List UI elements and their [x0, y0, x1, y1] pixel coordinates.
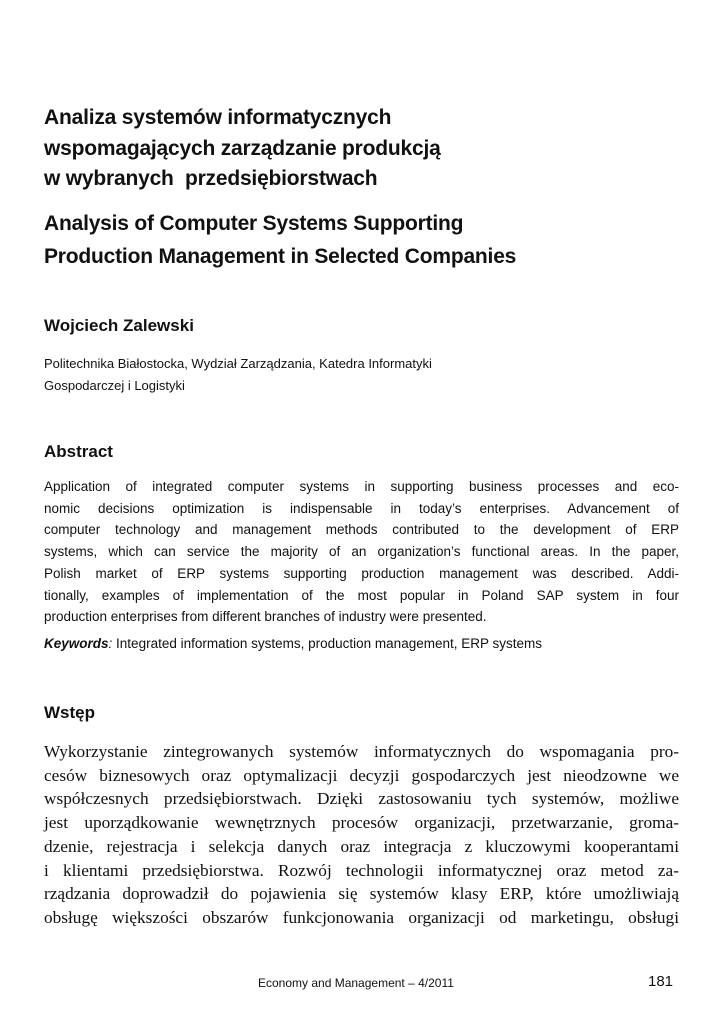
abstract-line: Application of integrated computer systems in supporting business processes and eco- — [44, 479, 679, 494]
abstract-line: Polish market of ERP systems supporting production management was described. Addi- — [44, 565, 679, 581]
intro-line: Wykorzystanie zintegrowanych systemów informatycznych do wspomagania pro- — [44, 742, 679, 761]
abstract-line: tionally, examples of implementation of the most popular in Poland SAP system in four — [44, 587, 679, 603]
author-affiliation — [44, 353, 679, 397]
intro-heading: Wstęp — [44, 703, 95, 722]
title-english-line: Production Management in Selected Companies — [44, 245, 517, 268]
intro-line: i klientami przedsiębiorstwa. Rozwój technologii informatycznej oraz metod za- — [44, 860, 679, 880]
intro-text — [44, 740, 679, 930]
intro-line: cesów biznesowych oraz optymalizacji decyzji gospodarczych jest nieodzowne we — [44, 765, 679, 785]
author-name: Wojciech Zalewski — [44, 316, 194, 335]
abstract-line: production enterprises from different branches of industry were presented. — [44, 609, 487, 625]
keywords — [44, 633, 679, 655]
keywords-text: Integrated information systems, production management, ERP systems — [112, 636, 542, 651]
keywords-label: Keywords — [44, 636, 109, 651]
title-polish-line: Analiza systemów informatycznych — [44, 106, 392, 129]
intro-line: dzenie, rejestracja i selekcja danych oraz integracja z kluczowymi kooperantami — [44, 836, 679, 856]
title-polish — [44, 103, 679, 195]
abstract-line: systems, which can service the majority of an organization’s functional areas. In the paper, — [44, 544, 679, 560]
affiliation-line: Gospodarczej i Logistyki — [44, 378, 185, 393]
title-english — [44, 207, 679, 273]
keywords-colon: : — [108, 636, 113, 651]
affiliation-line: Politechnika Białostocka, Wydział Zarządzania, Katedra Informatyki — [44, 356, 432, 371]
abstract-heading: Abstract — [44, 442, 113, 461]
intro-line: obsługę większości obszarów funkcjonowania organizacji od marketingu, obsługi — [44, 907, 679, 927]
title-polish-line: w wybranych przedsiębiorstwach — [44, 167, 378, 190]
abstract-text — [44, 476, 679, 628]
intro-line: rządzania doprowadził do pojawienia się systemów klasy ERP, które umożliwiają — [44, 884, 679, 904]
intro-line: współczesnych przedsiębiorstwach. Dzięki zastosowaniu tych systemów, możliwe — [44, 789, 679, 809]
abstract-line: nomic decisions optimization is indispensable in today’s enterprises. Advancement of — [44, 500, 679, 516]
title-polish-line: wspomagających zarządzanie produkcją — [44, 136, 441, 160]
footer-journal-title: Economy and Management – 4/2011 — [258, 976, 454, 990]
abstract-line: computer technology and management methods contributed to the development of ERP — [44, 522, 679, 538]
page-number: 181 — [648, 973, 674, 990]
intro-line: jest uporządkowanie wewnętrznych procesów organizacji, przetwarzanie, groma- — [44, 813, 679, 833]
title-english-line: Analysis of Computer Systems Supporting — [44, 212, 464, 235]
